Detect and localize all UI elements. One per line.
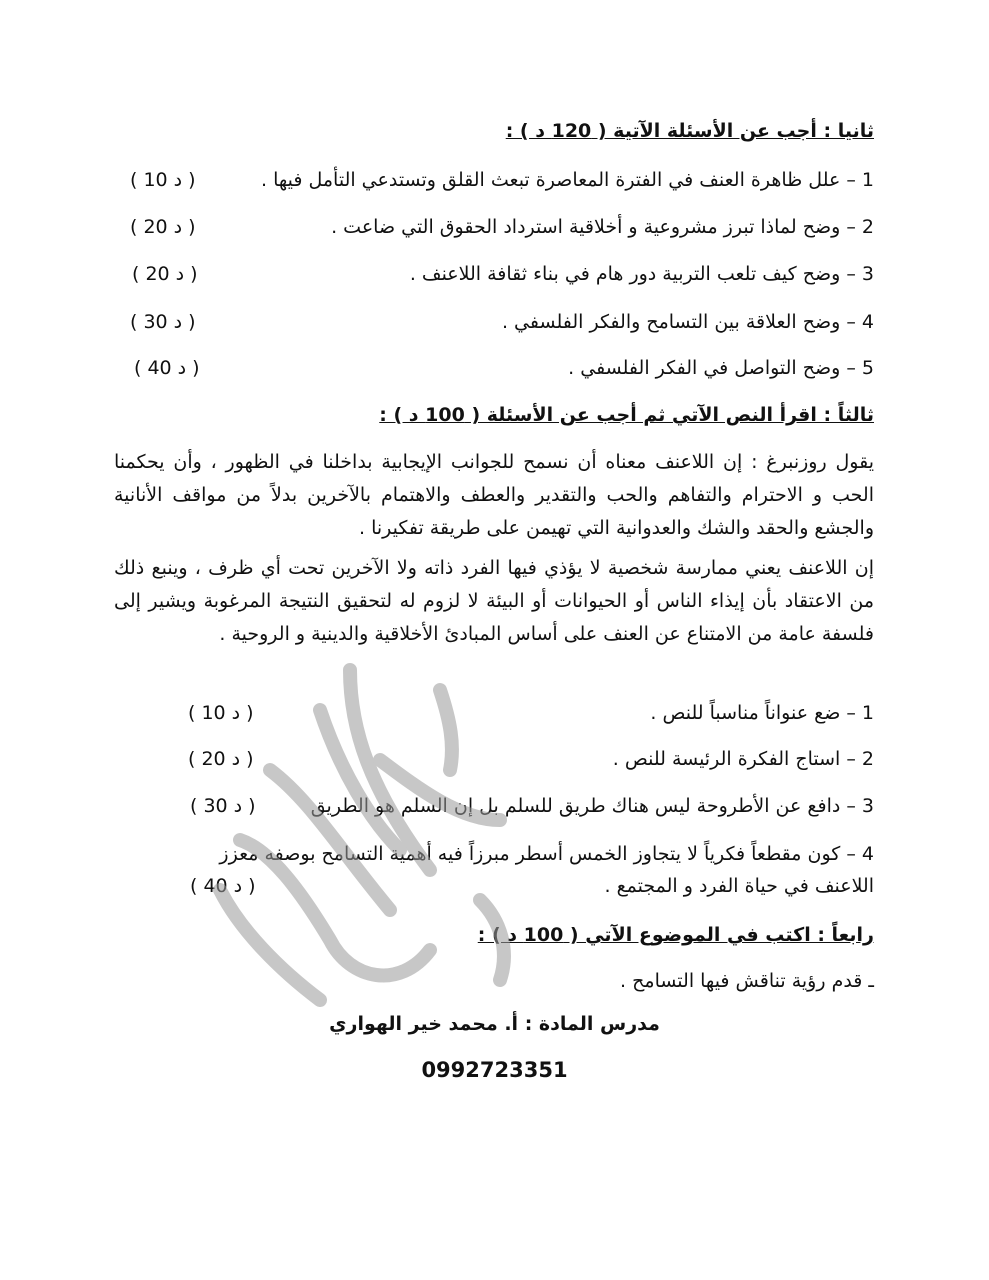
question-mark: ( 10 د ) <box>130 169 196 191</box>
question-mark: ( 40 د ) <box>190 875 256 897</box>
section2-heading: ثانيا : أجب عن الأسئلة الآتية ( 120 د ) : <box>505 120 874 142</box>
question-text: 3 – وضح كيف تلعب التربية دور هام في بناء ثقافة اللاعنف . <box>409 263 874 285</box>
question-mark: ( 30 د ) <box>190 795 256 817</box>
question-mark: ( 40 د ) <box>134 357 200 379</box>
question-text: 2 – وضح لماذا تبرز مشروعية و أخلاقية استرداد الحقوق التي ضاعت . <box>331 216 874 238</box>
teacher-name: مدرس المادة : أ. محمد خير الهواري <box>329 1013 660 1035</box>
section4-heading: رابعاً : اكتب في الموضوع الآتي ( 100 د ) : <box>477 924 874 946</box>
phone-number: 0992723351 <box>421 1058 568 1082</box>
question-text: اللاعنف في حياة الفرد و المجتمع . <box>604 875 874 897</box>
question-mark: ( 10 د ) <box>188 702 254 724</box>
question-mark: ( 30 د ) <box>130 311 196 333</box>
text-paragraph: إن اللاعنف يعني ممارسة شخصية لا يؤذي فيها الفرد ذاته ولا الآخرين تحت أي ظرف ، وينبع ذلك من الاعتقاد بأن إيذاء الناس أو الحيوانات أو البيئة لا لزوم له لتحقيق النتيجة المرغوبة ويشير إلى فلسفة عامة من الامتناع عن العنف على أساس المبادئ الأخلاقية والدينية و الروحية . <box>114 557 874 645</box>
signature-watermark <box>200 650 560 1030</box>
question-text: 1 – ضع عنواناً مناسباً للنص . <box>650 702 874 724</box>
question-text: 1 – علل ظاهرة العنف في الفترة المعاصرة تبعث القلق وتستدعي التأمل فيها . <box>261 169 874 191</box>
question-text: 5 – وضح التواصل في الفكر الفلسفي . <box>568 357 874 379</box>
question-text: 3 – دافع عن الأطروحة ليس هناك طريق للسلم بل إن السلم هو الطريق <box>310 795 874 817</box>
question-mark: ( 20 د ) <box>188 748 254 770</box>
question-mark: ( 20 د ) <box>132 263 198 285</box>
section3-heading: ثالثاً : اقرأ النص الآتي ثم أجب عن الأسئلة ( 100 د ) : <box>379 404 874 426</box>
text-paragraph: يقول روزنبرغ : إن اللاعنف معناه أن نسمح للجوانب الإيجابية بداخلنا في الظهور ، وأن يحكمنا الحب و الاحترام والتفاهم والحب والتقدير والعطف والاهتمام بالآخرين بدلاً من مواقف الأنانية والجشع والحقد والشك والعدوانية التي تهيمن على طريقة تفكيرنا . <box>114 451 874 539</box>
question-text: 2 – استاج الفكرة الرئيسة للنص . <box>612 748 874 770</box>
question-text: 4 – كون مقطعاً فكرياً لا يتجاوز الخمس أسطر مبرزاً فيه أهمية التسامح بوصفه معزز <box>219 843 874 865</box>
question-text: 4 – وضح العلاقة بين التسامح والفكر الفلسفي . <box>501 311 874 333</box>
question-mark: ( 20 د ) <box>130 216 196 238</box>
essay-topic: ـ قدم رؤية تناقش فيها التسامح . <box>620 970 874 992</box>
